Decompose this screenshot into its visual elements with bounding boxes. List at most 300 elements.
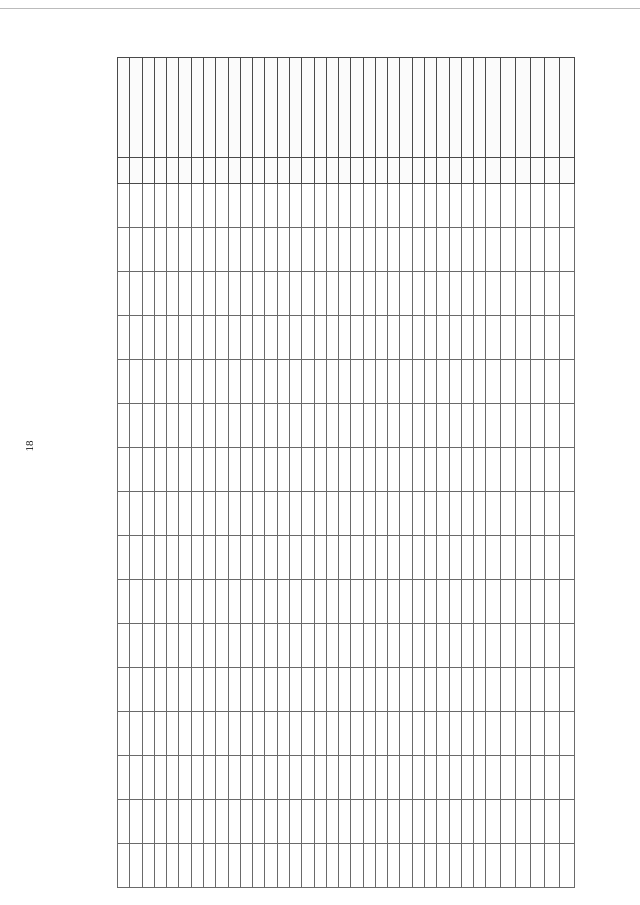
table-cell xyxy=(449,580,461,624)
table-cell xyxy=(449,712,461,756)
table-cell xyxy=(167,272,179,316)
table-row xyxy=(118,184,575,228)
table-cell xyxy=(363,360,375,404)
table-cell xyxy=(228,448,240,492)
table-cell xyxy=(375,184,387,228)
table-cell xyxy=(339,360,351,404)
table-cell xyxy=(560,580,575,624)
table-cell xyxy=(501,404,516,448)
table-header-cell xyxy=(289,58,301,158)
table-cell xyxy=(179,756,191,800)
table-header-cell xyxy=(265,58,277,158)
table-cell xyxy=(277,448,289,492)
table-cell xyxy=(154,756,166,800)
table-header-cell xyxy=(363,158,375,184)
table-header-cell xyxy=(179,58,191,158)
table-cell xyxy=(363,492,375,536)
table-cell xyxy=(154,448,166,492)
table-cell xyxy=(515,272,530,316)
table-cell xyxy=(265,756,277,800)
table-cell xyxy=(425,228,437,272)
table-cell xyxy=(515,624,530,668)
table-cell xyxy=(191,184,203,228)
table-cell xyxy=(363,800,375,844)
table-cell xyxy=(302,492,314,536)
table-cell xyxy=(118,316,130,360)
table-cell xyxy=(265,228,277,272)
table-cell xyxy=(400,404,412,448)
table-cell xyxy=(167,536,179,580)
table-cell xyxy=(216,228,228,272)
table-cell xyxy=(167,228,179,272)
table-cell xyxy=(530,580,545,624)
table-cell xyxy=(326,184,338,228)
table-cell xyxy=(400,272,412,316)
table-cell xyxy=(437,184,449,228)
table-cell xyxy=(277,756,289,800)
table-cell xyxy=(142,184,154,228)
table-cell xyxy=(545,448,560,492)
table-cell xyxy=(130,800,142,844)
table-cell xyxy=(501,184,516,228)
table-cell xyxy=(142,536,154,580)
table-cell xyxy=(425,580,437,624)
table-cell xyxy=(179,624,191,668)
table-cell xyxy=(400,360,412,404)
table-cell xyxy=(425,360,437,404)
table-cell xyxy=(216,448,228,492)
table-cell xyxy=(179,536,191,580)
table-cell xyxy=(530,228,545,272)
table-cell xyxy=(400,800,412,844)
table-cell xyxy=(388,668,400,712)
table-cell xyxy=(302,184,314,228)
table-cell xyxy=(154,404,166,448)
table-header-cell xyxy=(203,58,215,158)
table-cell xyxy=(560,272,575,316)
table-cell xyxy=(314,228,326,272)
table-cell xyxy=(461,844,473,888)
table-cell xyxy=(560,844,575,888)
table-cell xyxy=(400,712,412,756)
table-cell xyxy=(314,712,326,756)
table-cell xyxy=(228,800,240,844)
table-cell xyxy=(501,580,516,624)
table-cell xyxy=(167,448,179,492)
table-cell xyxy=(351,272,363,316)
table-cell xyxy=(314,668,326,712)
table-header-cell xyxy=(118,158,130,184)
table-cell xyxy=(449,316,461,360)
table-header-cell xyxy=(302,58,314,158)
table-cell xyxy=(118,844,130,888)
table-cell xyxy=(351,624,363,668)
table-cell xyxy=(314,844,326,888)
table-cell xyxy=(474,360,486,404)
table-cell xyxy=(179,492,191,536)
table-cell xyxy=(501,844,516,888)
table-cell xyxy=(191,800,203,844)
table-cell xyxy=(253,360,265,404)
table-cell xyxy=(216,624,228,668)
table-header-cell xyxy=(400,58,412,158)
table-cell xyxy=(437,272,449,316)
table-cell xyxy=(191,668,203,712)
table-cell xyxy=(449,668,461,712)
table-cell xyxy=(515,448,530,492)
table-cell xyxy=(437,668,449,712)
table-cell xyxy=(302,668,314,712)
table-cell xyxy=(253,624,265,668)
table-cell xyxy=(240,404,252,448)
table-cell xyxy=(326,712,338,756)
table-cell xyxy=(240,316,252,360)
table-cell xyxy=(265,184,277,228)
table-cell xyxy=(253,272,265,316)
table-cell xyxy=(530,712,545,756)
table-cell xyxy=(179,448,191,492)
table-cell xyxy=(363,184,375,228)
table-cell xyxy=(326,360,338,404)
table-cell xyxy=(277,712,289,756)
table-cell xyxy=(375,448,387,492)
table-cell xyxy=(130,492,142,536)
table-cell xyxy=(203,800,215,844)
table-cell xyxy=(191,316,203,360)
table-cell xyxy=(560,360,575,404)
table-cell xyxy=(179,712,191,756)
table-cell xyxy=(216,536,228,580)
table-cell xyxy=(240,624,252,668)
table-cell xyxy=(154,844,166,888)
table-cell xyxy=(289,492,301,536)
table-cell xyxy=(461,800,473,844)
table-cell xyxy=(375,712,387,756)
table-cell xyxy=(167,712,179,756)
table-header-cell xyxy=(461,158,473,184)
table-cell xyxy=(130,580,142,624)
table-cell xyxy=(265,272,277,316)
table-cell xyxy=(412,756,424,800)
table-cell xyxy=(228,580,240,624)
table-cell xyxy=(388,360,400,404)
table-cell xyxy=(515,536,530,580)
table-cell xyxy=(501,712,516,756)
table-cell xyxy=(412,316,424,360)
table-cell xyxy=(179,580,191,624)
table-cell xyxy=(486,360,501,404)
table-cell xyxy=(400,448,412,492)
table-cell xyxy=(560,668,575,712)
table-cell xyxy=(118,800,130,844)
table-cell xyxy=(351,184,363,228)
table-cell xyxy=(412,668,424,712)
table-header-cell xyxy=(515,158,530,184)
table-cell xyxy=(302,228,314,272)
table-cell xyxy=(289,316,301,360)
table-cell xyxy=(130,668,142,712)
table-header-cell xyxy=(501,58,516,158)
table-header-cell xyxy=(118,58,130,158)
table-cell xyxy=(326,404,338,448)
table-cell xyxy=(449,272,461,316)
table-cell xyxy=(277,272,289,316)
table-cell xyxy=(302,844,314,888)
table-cell xyxy=(474,184,486,228)
table-cell xyxy=(388,272,400,316)
table-cell xyxy=(216,580,228,624)
table-cell xyxy=(515,404,530,448)
table-cell xyxy=(142,844,154,888)
table-cell xyxy=(545,844,560,888)
table-cell xyxy=(326,492,338,536)
table-cell xyxy=(437,712,449,756)
table-cell xyxy=(351,404,363,448)
table-cell xyxy=(375,536,387,580)
table-cell xyxy=(545,184,560,228)
table-header-cell xyxy=(240,58,252,158)
table-cell xyxy=(216,184,228,228)
table-header-cell xyxy=(474,158,486,184)
table-cell xyxy=(167,184,179,228)
table-cell xyxy=(289,800,301,844)
table-cell xyxy=(118,580,130,624)
table-cell xyxy=(179,272,191,316)
data-table xyxy=(117,57,575,888)
table-cell xyxy=(167,624,179,668)
table-cell xyxy=(425,668,437,712)
table-cell xyxy=(179,316,191,360)
table-cell xyxy=(326,448,338,492)
table-cell xyxy=(216,272,228,316)
table-header-cell xyxy=(375,158,387,184)
table-cell xyxy=(302,360,314,404)
table-header-cell xyxy=(412,158,424,184)
table-cell xyxy=(253,800,265,844)
table-cell xyxy=(167,580,179,624)
table-header-row xyxy=(118,58,575,158)
table-cell xyxy=(560,404,575,448)
table-cell xyxy=(388,756,400,800)
table-cell xyxy=(203,272,215,316)
table-cell xyxy=(339,404,351,448)
table-cell xyxy=(560,448,575,492)
table-cell xyxy=(560,492,575,536)
table-cell xyxy=(339,272,351,316)
table-cell xyxy=(474,668,486,712)
table-cell xyxy=(326,228,338,272)
table-cell xyxy=(289,448,301,492)
table-cell xyxy=(118,712,130,756)
table-cell xyxy=(265,316,277,360)
table-cell xyxy=(253,844,265,888)
table-cell xyxy=(265,536,277,580)
table-cell xyxy=(203,316,215,360)
table-cell xyxy=(351,448,363,492)
table-header-cell xyxy=(425,58,437,158)
table-cell xyxy=(449,536,461,580)
table-cell xyxy=(501,800,516,844)
table-cell xyxy=(412,228,424,272)
table-cell xyxy=(179,404,191,448)
table-cell xyxy=(437,492,449,536)
table-cell xyxy=(474,448,486,492)
table-cell xyxy=(302,404,314,448)
table-cell xyxy=(363,536,375,580)
table-cell xyxy=(228,712,240,756)
table-cell xyxy=(228,228,240,272)
table-cell xyxy=(412,184,424,228)
table-cell xyxy=(277,668,289,712)
table-cell xyxy=(277,536,289,580)
table-cell xyxy=(545,316,560,360)
table-cell xyxy=(339,756,351,800)
table-cell xyxy=(228,624,240,668)
table-cell xyxy=(228,404,240,448)
table-header-cell xyxy=(530,158,545,184)
table-header-cell xyxy=(560,58,575,158)
table-cell xyxy=(351,360,363,404)
table-cell xyxy=(515,316,530,360)
table-cell xyxy=(302,756,314,800)
table-cell xyxy=(203,844,215,888)
table-header-cell xyxy=(461,58,473,158)
table-cell xyxy=(425,272,437,316)
table-cell xyxy=(425,404,437,448)
table-cell xyxy=(375,316,387,360)
table-cell xyxy=(339,580,351,624)
table-cell xyxy=(449,844,461,888)
table-cell xyxy=(130,712,142,756)
table-header-cell xyxy=(240,158,252,184)
table-cell xyxy=(130,756,142,800)
table-cell xyxy=(118,492,130,536)
table-cell xyxy=(314,492,326,536)
table-cell xyxy=(326,536,338,580)
table-header-cell xyxy=(545,158,560,184)
table-cell xyxy=(314,756,326,800)
table-cell xyxy=(314,272,326,316)
table-cell xyxy=(228,360,240,404)
table-cell xyxy=(461,360,473,404)
table-header-cell xyxy=(474,58,486,158)
table-cell xyxy=(228,668,240,712)
table-cell xyxy=(142,580,154,624)
table-cell xyxy=(216,360,228,404)
table-cell xyxy=(515,360,530,404)
table-cell xyxy=(326,580,338,624)
table-cell xyxy=(265,800,277,844)
table-cell xyxy=(486,756,501,800)
table-cell xyxy=(474,316,486,360)
table-cell xyxy=(545,756,560,800)
table-cell xyxy=(118,448,130,492)
table-cell xyxy=(437,316,449,360)
table-header-cell xyxy=(191,158,203,184)
table-header-cell xyxy=(437,58,449,158)
table-cell xyxy=(501,272,516,316)
table-cell xyxy=(545,228,560,272)
table-cell xyxy=(154,272,166,316)
table-cell xyxy=(302,272,314,316)
table-cell xyxy=(461,668,473,712)
table-cell xyxy=(130,404,142,448)
table-cell xyxy=(363,448,375,492)
table-cell xyxy=(253,492,265,536)
table-cell xyxy=(191,448,203,492)
table-cell xyxy=(191,756,203,800)
table-cell xyxy=(253,536,265,580)
table-cell xyxy=(412,448,424,492)
table-cell xyxy=(375,624,387,668)
table-cell xyxy=(449,228,461,272)
table-cell xyxy=(240,228,252,272)
table-cell xyxy=(240,800,252,844)
table-cell xyxy=(253,756,265,800)
table-cell xyxy=(449,492,461,536)
table-cell xyxy=(375,492,387,536)
table-cell xyxy=(363,580,375,624)
table-row xyxy=(118,668,575,712)
table-cell xyxy=(449,448,461,492)
table-cell xyxy=(339,624,351,668)
table-cell xyxy=(474,756,486,800)
scan-top-edge xyxy=(0,0,640,9)
table-cell xyxy=(560,228,575,272)
table-cell xyxy=(289,668,301,712)
table-cell xyxy=(191,228,203,272)
table-cell xyxy=(228,756,240,800)
table-cell xyxy=(253,228,265,272)
table-cell xyxy=(375,756,387,800)
table-row xyxy=(118,404,575,448)
table-cell xyxy=(216,668,228,712)
table-cell xyxy=(228,316,240,360)
table-cell xyxy=(203,184,215,228)
table-cell xyxy=(203,448,215,492)
table-cell xyxy=(339,448,351,492)
table-header-cell xyxy=(253,158,265,184)
page-number: 18 xyxy=(24,440,36,452)
table-cell xyxy=(289,580,301,624)
table-cell xyxy=(289,404,301,448)
table-cell xyxy=(154,184,166,228)
table-cell xyxy=(545,404,560,448)
table-cell xyxy=(363,316,375,360)
table-cell xyxy=(486,580,501,624)
table-cell xyxy=(339,712,351,756)
table-header-cell xyxy=(326,58,338,158)
table-cell xyxy=(486,404,501,448)
table-cell xyxy=(474,492,486,536)
table-cell xyxy=(474,228,486,272)
table-cell xyxy=(530,360,545,404)
table-cell xyxy=(501,756,516,800)
table-cell xyxy=(130,624,142,668)
table-cell xyxy=(277,624,289,668)
table-cell xyxy=(461,492,473,536)
table-cell xyxy=(560,536,575,580)
table-cell xyxy=(461,756,473,800)
table-cell xyxy=(118,536,130,580)
table-cell xyxy=(216,800,228,844)
table-cell xyxy=(545,360,560,404)
table-cell xyxy=(351,756,363,800)
table-cell xyxy=(240,272,252,316)
table-cell xyxy=(425,844,437,888)
table-cell xyxy=(474,272,486,316)
table-cell xyxy=(530,800,545,844)
